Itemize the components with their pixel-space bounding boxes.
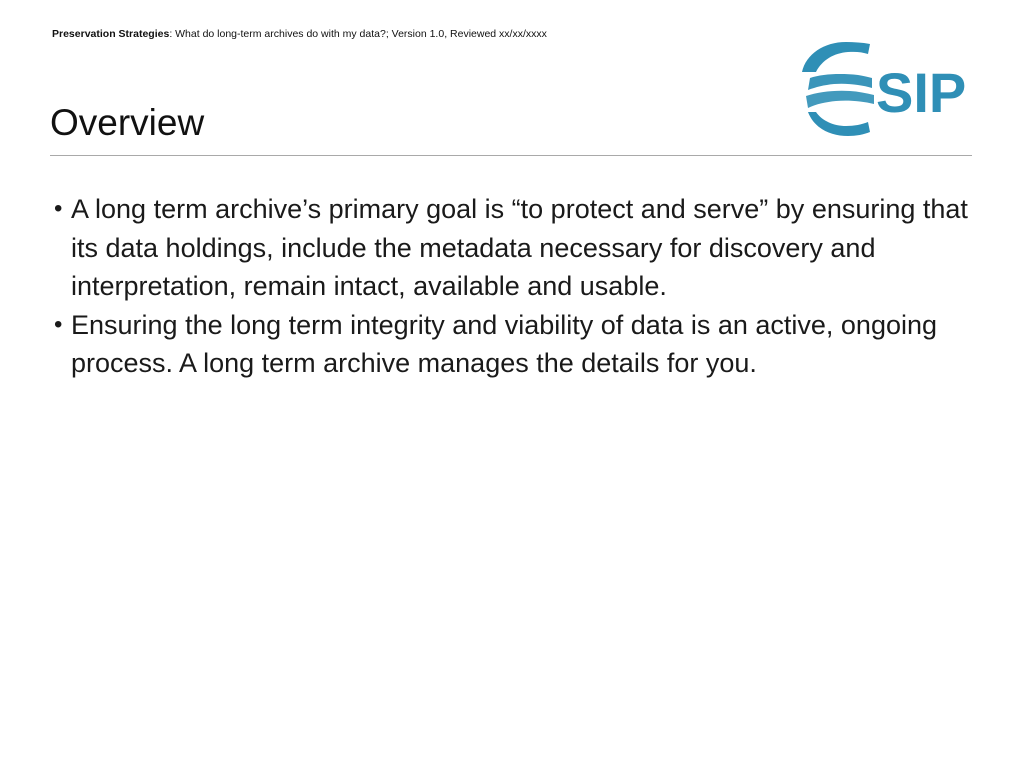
bullet-list xyxy=(54,190,984,383)
bullet-text: Ensuring the long term integrity and viability of data is an active, ongoing process. A long term archive manages the details for you. xyxy=(71,309,938,378)
bullet-item xyxy=(54,190,984,306)
header-strong: Preservation Strategies xyxy=(52,28,170,40)
logo-text: SIP xyxy=(876,61,967,124)
bullet-item xyxy=(54,306,984,383)
bullet-dot-icon: • xyxy=(54,310,63,338)
page-title: Overview xyxy=(50,102,205,143)
esip-logo-icon xyxy=(796,36,972,140)
bullet-dot-icon: • xyxy=(54,195,63,222)
bullet-text: A long term archive’s primary goal is “to protect and serve” by ensuring that its data holdings, include the metadata necessary for discovery and interpretation, remain intact, available and usable. xyxy=(71,194,968,301)
header-rest: : What do long-term archives do with my data?; Version 1.0, Reviewed xx/xx/xxxx xyxy=(169,28,547,40)
title-divider xyxy=(50,155,972,156)
header-line xyxy=(52,28,547,40)
